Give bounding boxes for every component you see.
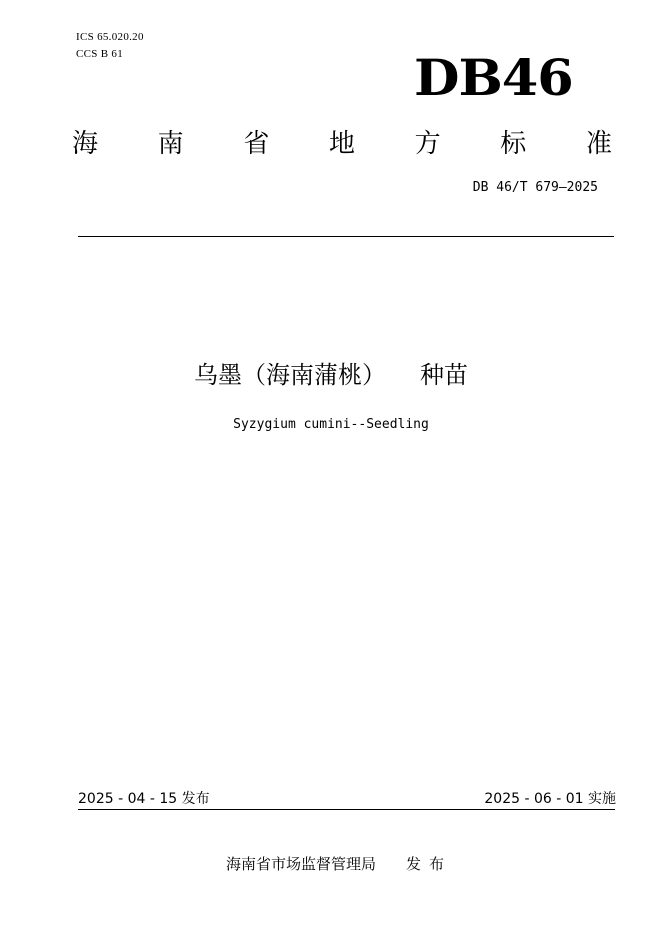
publisher-line bbox=[226, 853, 452, 875]
publish-label: 发布 bbox=[406, 855, 453, 873]
standard-number: DB 46/T 679—2025 bbox=[472, 180, 598, 195]
header-divider bbox=[78, 236, 614, 237]
issue-date: 2025 - 04 - 15 发布 bbox=[78, 791, 210, 807]
footer-divider bbox=[78, 809, 615, 810]
document-english-title: Syzygium cumini--Seedling bbox=[233, 417, 429, 432]
document-title-main: 乌墨（海南蒲桃） bbox=[194, 361, 386, 389]
document-title-suffix: 种苗 bbox=[420, 361, 468, 389]
ics-code: ICS 65.020.20 bbox=[76, 31, 144, 43]
standard-type-char: 地 bbox=[328, 129, 355, 159]
standard-type-char: 省 bbox=[243, 129, 270, 159]
db46-logo: DB46 bbox=[414, 48, 573, 107]
ccs-code: CCS B 61 bbox=[76, 48, 124, 60]
standard-type-char: 南 bbox=[157, 129, 184, 159]
document-title bbox=[0, 357, 662, 393]
standard-type-char: 准 bbox=[585, 129, 612, 159]
publisher-name: 海南省市场监督管理局 bbox=[226, 855, 377, 873]
standard-type-title bbox=[72, 127, 612, 161]
standard-type-char: 标 bbox=[500, 129, 527, 159]
standard-type-char: 海 bbox=[72, 129, 99, 159]
standard-type-char: 方 bbox=[414, 129, 441, 159]
implementation-date: 2025 - 06 - 01 实施 bbox=[484, 791, 616, 807]
